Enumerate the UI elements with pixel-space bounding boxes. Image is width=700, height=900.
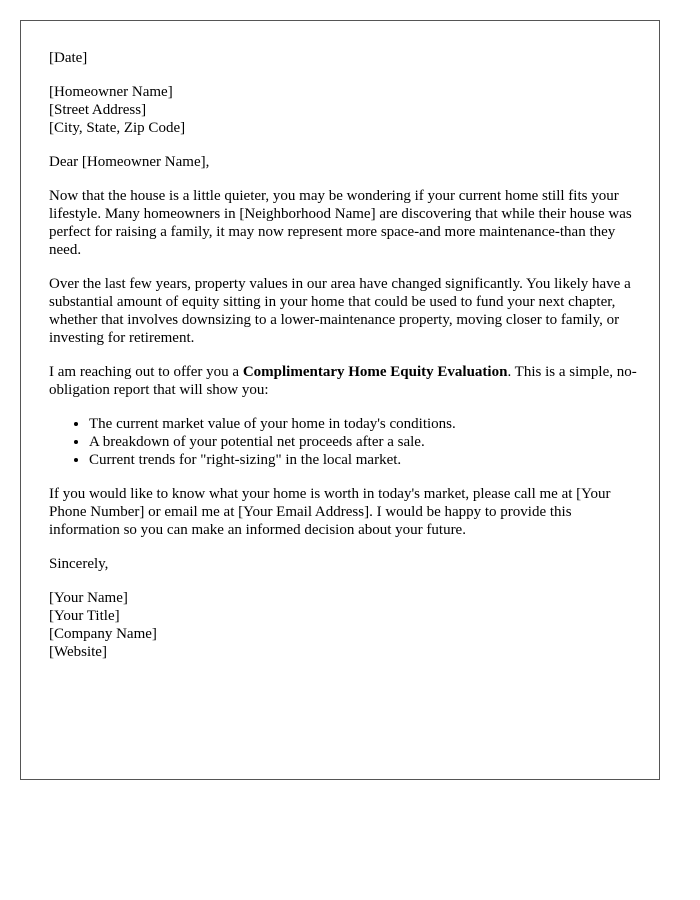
recipient-city-state-zip: [City, State, Zip Code]	[49, 120, 186, 136]
offer-text-after: . This is a simple, no-obligation report that will show you:	[49, 364, 637, 398]
paragraph-offer	[49, 363, 639, 399]
bullet-item: • Current trends for "right-sizing" in the local market.	[89, 451, 639, 469]
salutation: Dear [Homeowner Name],	[49, 154, 210, 170]
signature-block	[49, 589, 639, 661]
letter-body	[49, 49, 639, 677]
paragraph-contact: If you would like to know what your home is worth in today's market, please call me at [Your Phone Number] or email me at [Your Email Address]. I would be happy to provide this information so you can make an informed decision about your future.	[49, 486, 611, 538]
signature-company: [Company Name]	[49, 626, 157, 642]
letter-date: [Date]	[49, 50, 88, 66]
bullet-item: • The current market value of your home in today's conditions.	[89, 415, 639, 433]
paragraph-equity: Over the last few years, property values in our area have changed significantly. You likely have a substantial amount of equity sitting in your home that could be used to fund your next chapter, whether that involves downsizing to a lower-maintenance property, moving closer to family, or investing for retirement.	[49, 276, 631, 346]
recipient-street: [Street Address]	[49, 102, 147, 118]
closing: Sincerely,	[49, 556, 109, 572]
offer-text-before: I am reaching out to offer you a	[49, 364, 243, 380]
letter-page	[20, 20, 660, 780]
offer-bullet-list	[49, 415, 639, 469]
offer-title: Complimentary Home Equity Evaluation	[242, 364, 508, 380]
signature-title: [Your Title]	[49, 608, 120, 624]
recipient-address	[49, 83, 639, 137]
bullet-item: • A breakdown of your potential net proceeds after a sale.	[89, 433, 639, 451]
recipient-name: [Homeowner Name]	[49, 84, 173, 100]
paragraph-intro: Now that the house is a little quieter, you may be wondering if your current home still fits your lifestyle. Many homeowners in [Neighborhood Name] are discovering that while their house was perfect for raising a family, it may now represent more space-and more maintenance-than they need.	[49, 188, 632, 258]
signature-name: [Your Name]	[49, 590, 128, 606]
signature-website: [Website]	[49, 644, 107, 660]
